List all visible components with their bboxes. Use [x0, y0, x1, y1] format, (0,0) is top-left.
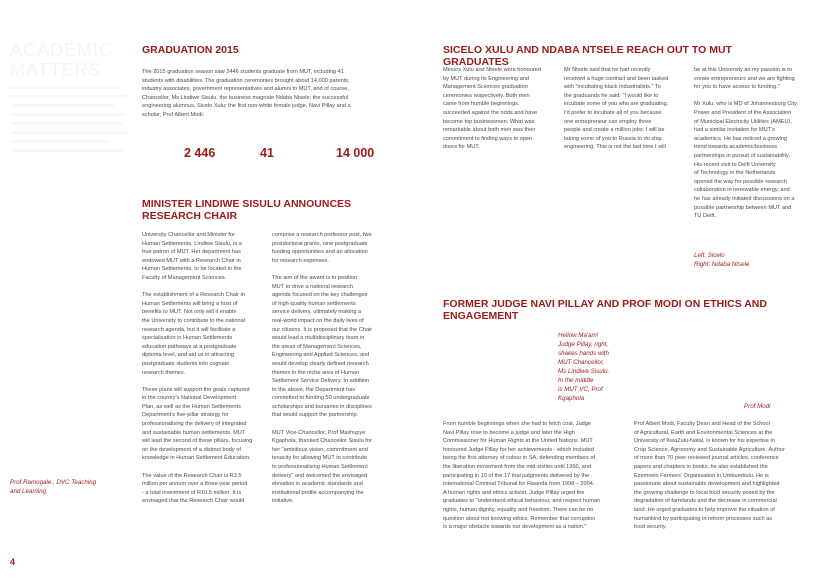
photo-caption-sicelo-ndaba: Left: Sicelo Right: Ndaba Ntsele	[694, 252, 750, 268]
photo-caption-modi: Prof Modi	[744, 403, 771, 410]
pillay-heading: FORMER JUDGE NAVI PILLAY AND PROF MODI ON ETHICS AND ENGAGEMENT	[443, 298, 767, 322]
minister-heading: MINISTER LINDIWE SISULU ANNOUNCES RESEARCH CHAIR	[142, 198, 352, 222]
minister-column-1: University Chancellor and Minister for Human Settlements, Lindiwe Sisulu, is a true patron of MUT. Her department has endowed MUT with a Research Chair in Human Settlements, to be located in the Faculty of Management Sciences. The establishment of a Research Chair in Human Settlements will bring a host of benefits to MUT. Not only will it enable the University to contribute to the national research agenda, but it will facilitate a specialisation in Human Settlements education pathways at a postgraduate diploma level, and aid us in attracting postgraduate students into cognate research themes. These plans will support the goals captured in the country's National Development Plan, as well as the Human Settlements Department's five-pillar strategy for professionalising the delivery of integrated and sustainable human settlements. MUT will lead the second of these pillars, focusing on the development of a distinct body of knowledge in Human Settlement Education. The value of the Research Chair is R3.5 million per annum over a three-year period - a total investment of R10.5 million. It is envisaged that the Research Chair would	[142, 232, 253, 505]
section-title: ACADEMIC MATTERS	[10, 40, 114, 80]
stat-disabilities: 41	[260, 146, 274, 160]
sicelo-column-1: Messrs Xulu and Ntsele were honoured by MUT during its Engineering and Management Sciences graduation ceremonies respectively. Both men came from humble beginnings, succeeded against the odds and have become top businessmen. What was remarkable about both men was their commitment to finding ways to open doors for MUT.	[443, 67, 541, 151]
stat-attendees: 14 000	[336, 146, 375, 160]
minister-column-2: comprise a research professor post, two postdoctoral grants, nine postgraduate funding opportunities and an allocation for research expenses. The aim of the award is to position MUT to drive a national research agenda focused on the key challenges of high-quality human settlements service delivery, ultimately making a real-world impact on the daily lives of our citizens. It is proposed that the Chair would lead a multidisciplinary team in the areas of Management Sciences, Engineering and Applied Sciences, and would develop clearly defined research themes in the niche area of Human Settlement Service Delivery. In addition to the above, the Department has committed to funding 50 undergraduate scholarships and bursaries in disciplines that would support the partnership. MUT Vice-Chancellor, Prof Mashupye Kgaphola, thanked Chancellor Sisulu for her "ambitious vision, commitment and tenacity for allowing MUT to contribute to professionalising Human Settlement delivery" and welcomed the envisaged elevation in academic standards and institutional profile accompanying the initiative.	[272, 232, 373, 505]
sidebar-ghost-text	[10, 86, 130, 158]
sicelo-heading: SICELO XULU AND NDABA NTSELE REACH OUT TO MUT GRADUATES	[443, 44, 732, 68]
graduation-body: The 2015 graduation season saw 2446 students graduate from MUT, including 41 students with disabilities. The graduation ceremonies brought about 14,000 parents, industry associates, government representatives and alumni to MUT, and of course, Chancellor, Ms Lindiwe Sisulu, the business magnate Ndaba Ntsele; the successful engineering alumnus, Sicelo Xulu; the first non-white female judge, Navi Pillay and a scholar, Prof Albert Modi.	[142, 69, 351, 118]
photo-caption-ramogale: Prof Ramogale , DVC Teaching and Learning	[10, 479, 97, 495]
page-number: 4	[10, 557, 16, 567]
photo-caption-pillay: Hellow Ma'am! Judge Pillay, right, shakes hands with MUT Chancellor, Ms Lindiwe Sisulu. In the middle is MUT VC, Prof Kgaphola	[558, 332, 610, 402]
stat-graduates: 2 446	[184, 146, 216, 160]
pillay-column-2: Prof Albert Modi, Faculty Dean and Head of the School of Agricultural, Earth and Environmental Sciences at the University of KwaZulu-Natal, is known for his expertise in Crop Science, Agronomy and Sustainable Agriculture. Author of more than 70 peer-reviewed journal articles, conference papers and chapters in books, he also established the Ezemvelo Farmers' Organisation in Umbumbulu. He is passionate about sustainable development and highlighted the growing challenge to local food security posed by the degradation of farmlands and the decrease in commercial land. He urged graduates to help improve the situation of humankind by participating in reform processes such as food security.	[634, 421, 785, 531]
pillay-column-1: From humble beginnings when she had to fetch coal, Judge Navi Pillay rose to become a judge and later the High Commissioner for Human Rights at the United Nations. MUT honoured Judge Pillay for her achievements - which included being the first attorney of colour in SA, defending members of the liberation movement from the mid-sixties until 1990, and participating in 10 of the 17 trial judgments delivered by the International Criminal Tribunal for Rwanda from 1998 – 2004. A human rights and ethics activist, Judge Pillay urged the graduates to "understand ethical behaviour, and respect human rights, human dignity, equality and freedom. There can be no question about not knowing ethics. Remember that corruption is a major obstacle towards our development as a nation."	[443, 421, 601, 531]
graduation-heading: GRADUATION 2015	[142, 44, 239, 56]
sicelo-column-3: be at this University as my passion is to create entrepreneurs and we are fighting for you to have access to funding." Mr Xulu, who is MD of Johannesburg City Power and President of the Association of Municipal Electricity Utilities (AMEU), had a similar invitation for MUT's academics. He has noticed a growing trend towards academic/business partnerships in pursuit of sustainability. His recent visit to Delft University of Technology in the Netherlands opened the way for possible research collaboration in renewable energy, and he has already initiated discussions on a possible partnership between MUT and TU Delft.	[694, 67, 797, 220]
sicelo-column-2: Mr Ntsele said that he had recently received a huge contract and been tasked with "incubating black industrialists." To the graduands he said: "I would like to incubate some of you who are graduating. I'd prefer to incubate all of you because one entrepreneur can employ three people and create a million jobs. I will be taking some of you to Russia to do ship engineering. This is not the last time I will	[564, 67, 669, 151]
